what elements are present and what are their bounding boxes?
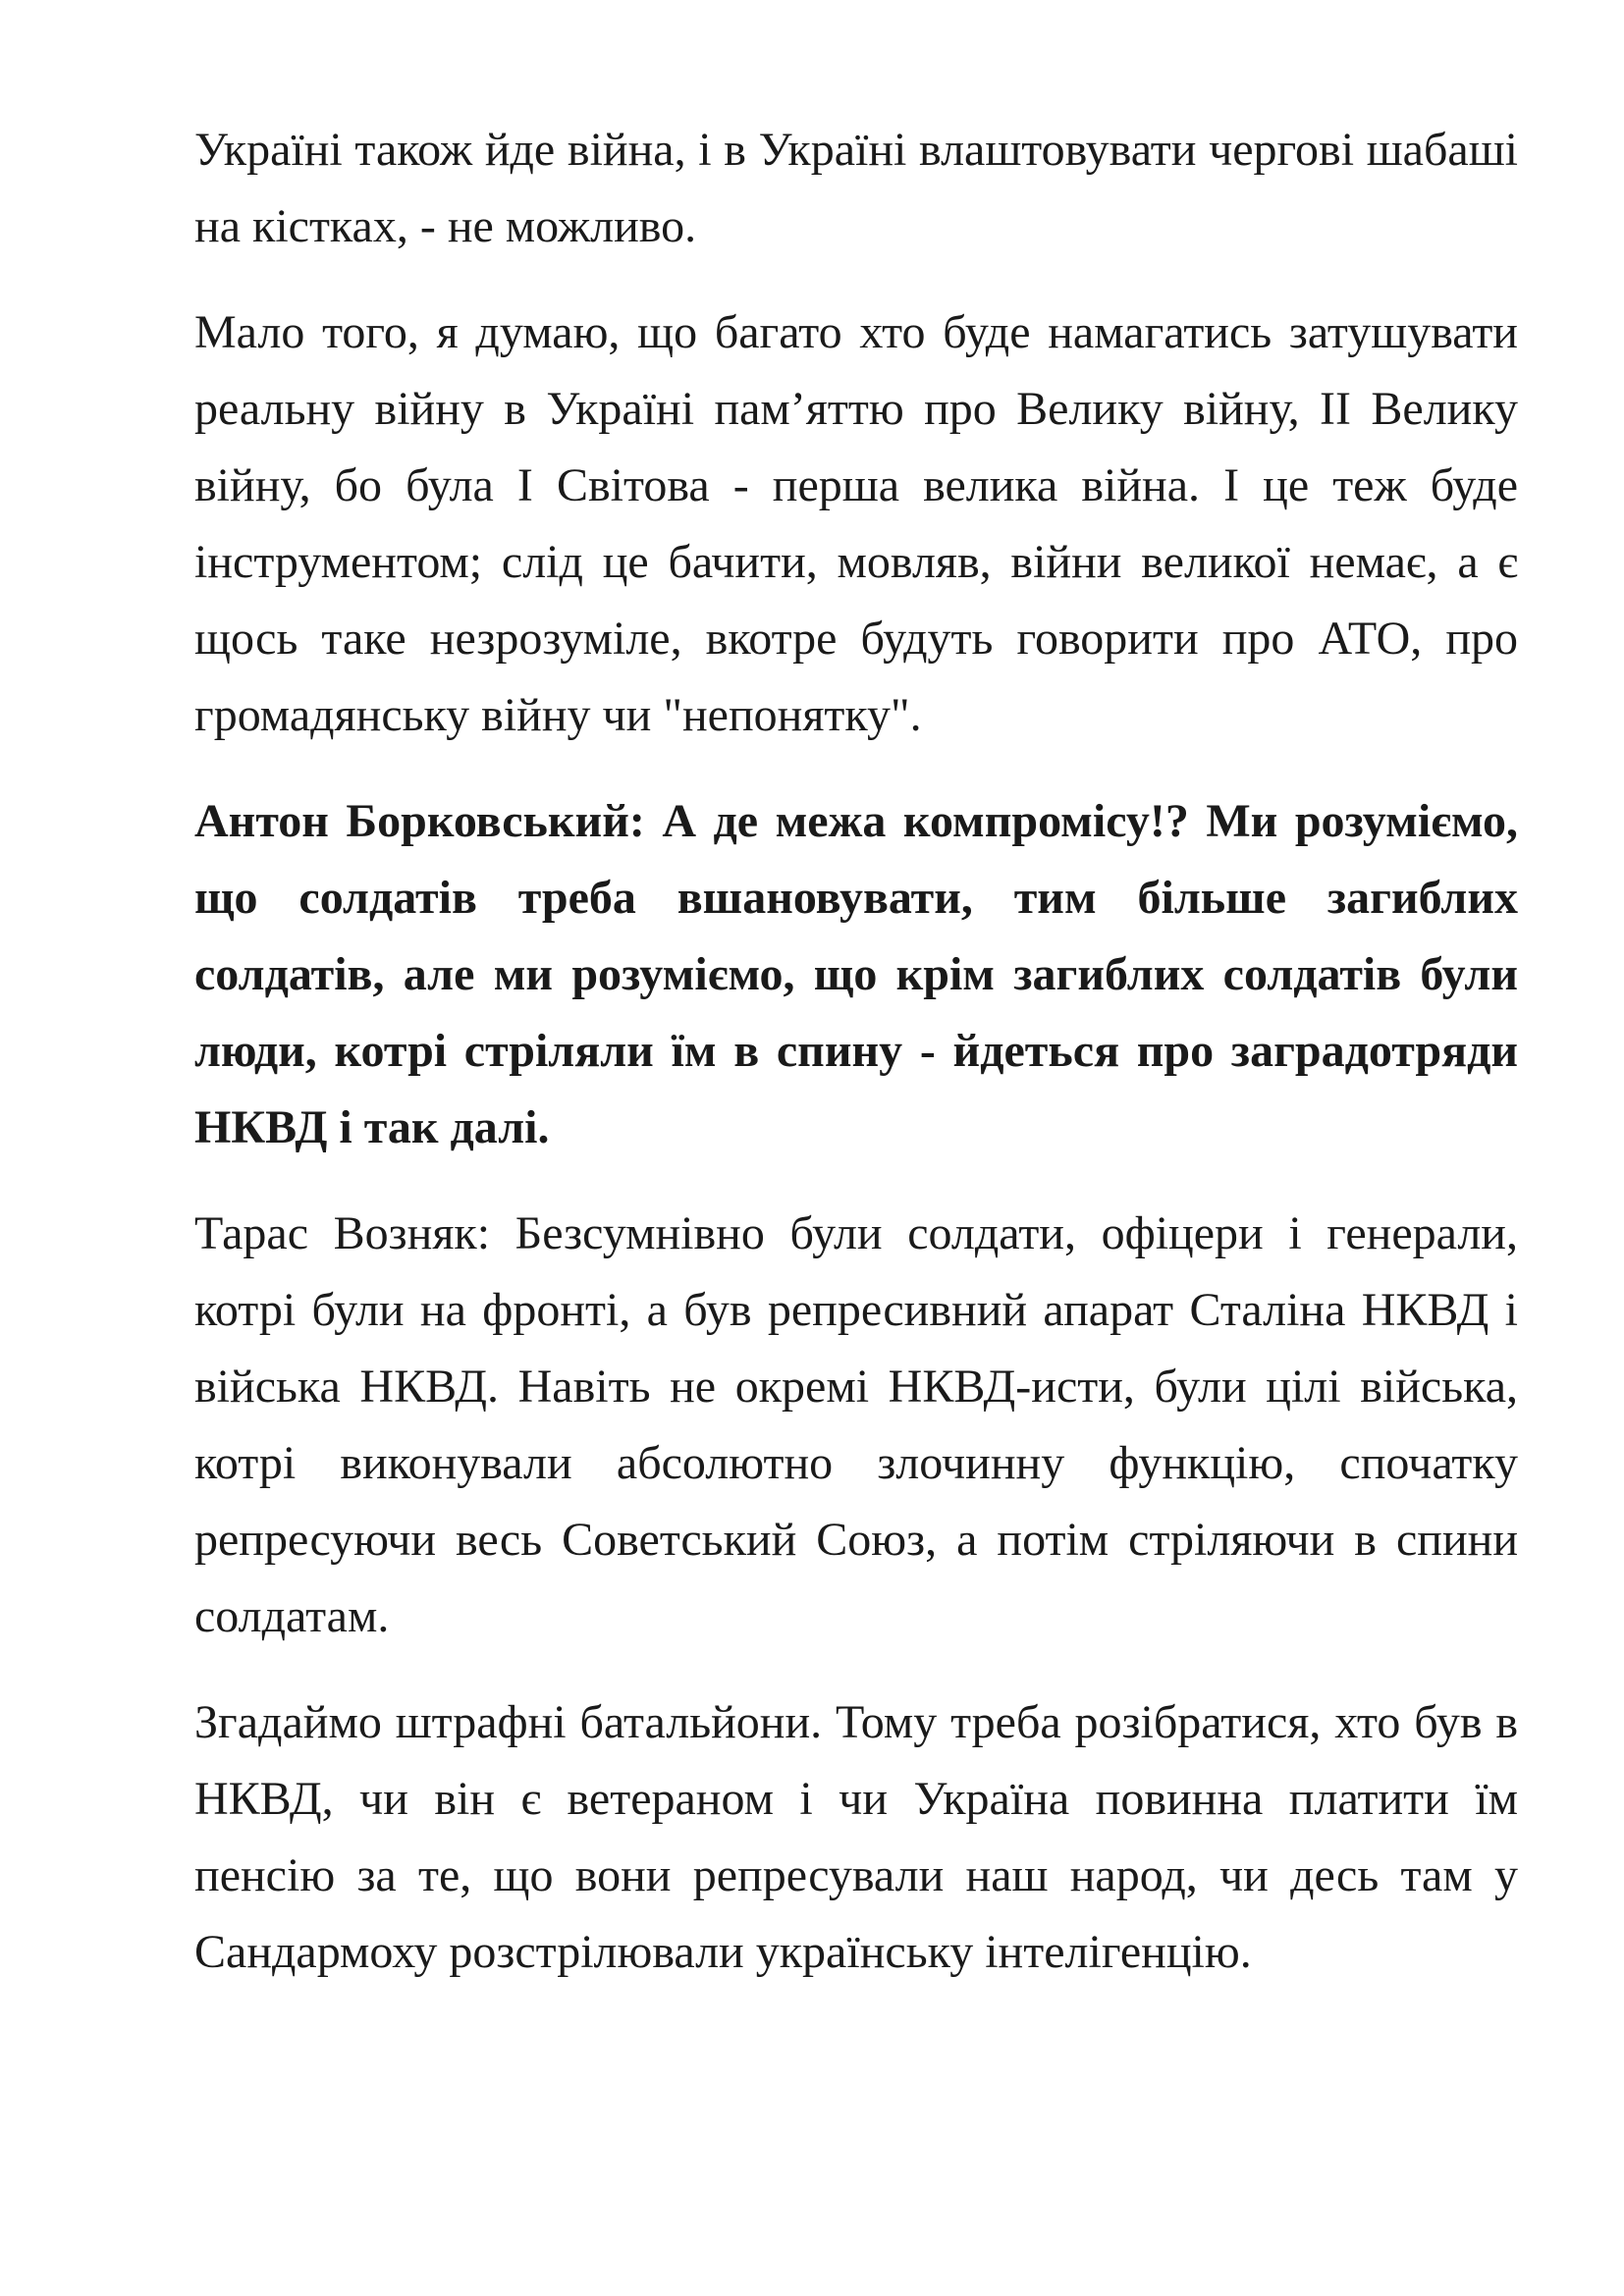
paragraph-memory-of-great-war: Мало того, я думаю, що багато хто буде намагатись затушувати реальну війну в Україні пам’яттю про Велику війну, ІІ Велику війну, бо була І Світова - перша велика війна. І це теж буде інструментом; слід це бачити, мовляв, війни великої немає, а є щось таке незрозуміле, вкотре будуть говорити про АТО, про громадянську війну чи "непонятку". <box>194 306 1518 741</box>
paragraph-vozniak-answer: Тарас Возняк: Безсумнівно були солдати, офіцери і генерали, котрі були на фронті, а був репресивний апарат Сталіна НКВД і війська НКВД. Навіть не окремі НКВД-исти, були цілі війська, котрі виконували абсолютно злочинну функцію, спочатку репресуючи весь Советський Союз, а потім стріляючи в спини солдатам. <box>194 1207 1518 1642</box>
document-body <box>194 112 1518 2020</box>
paragraph-war-in-ukraine: Україні також йде війна, і в Україні влаштовувати чергові шабаші на кістках, - не можливо. <box>194 124 1518 252</box>
paragraph-borkovsky-question: Антон Борковський: А де межа компромісу!? Ми розуміємо, що солдатів треба вшановувати, тим більше загиблих солдатів, але ми розуміємо, що крім загиблих солдатів були люди, котрі стріляли їм в спину - йдеться про заградотряди НКВД і так далі. <box>194 795 1518 1153</box>
paragraph-penal-battalions: Згадаймо штрафні батальйони. Тому треба розібратися, хто був в НКВД, чи він є ветераном і чи Україна повинна платити їм пенсію за те, що вони репресували наш народ, чи десь там у Сандармоху розстрілювали українську інтелігенцію. <box>194 1696 1518 1978</box>
